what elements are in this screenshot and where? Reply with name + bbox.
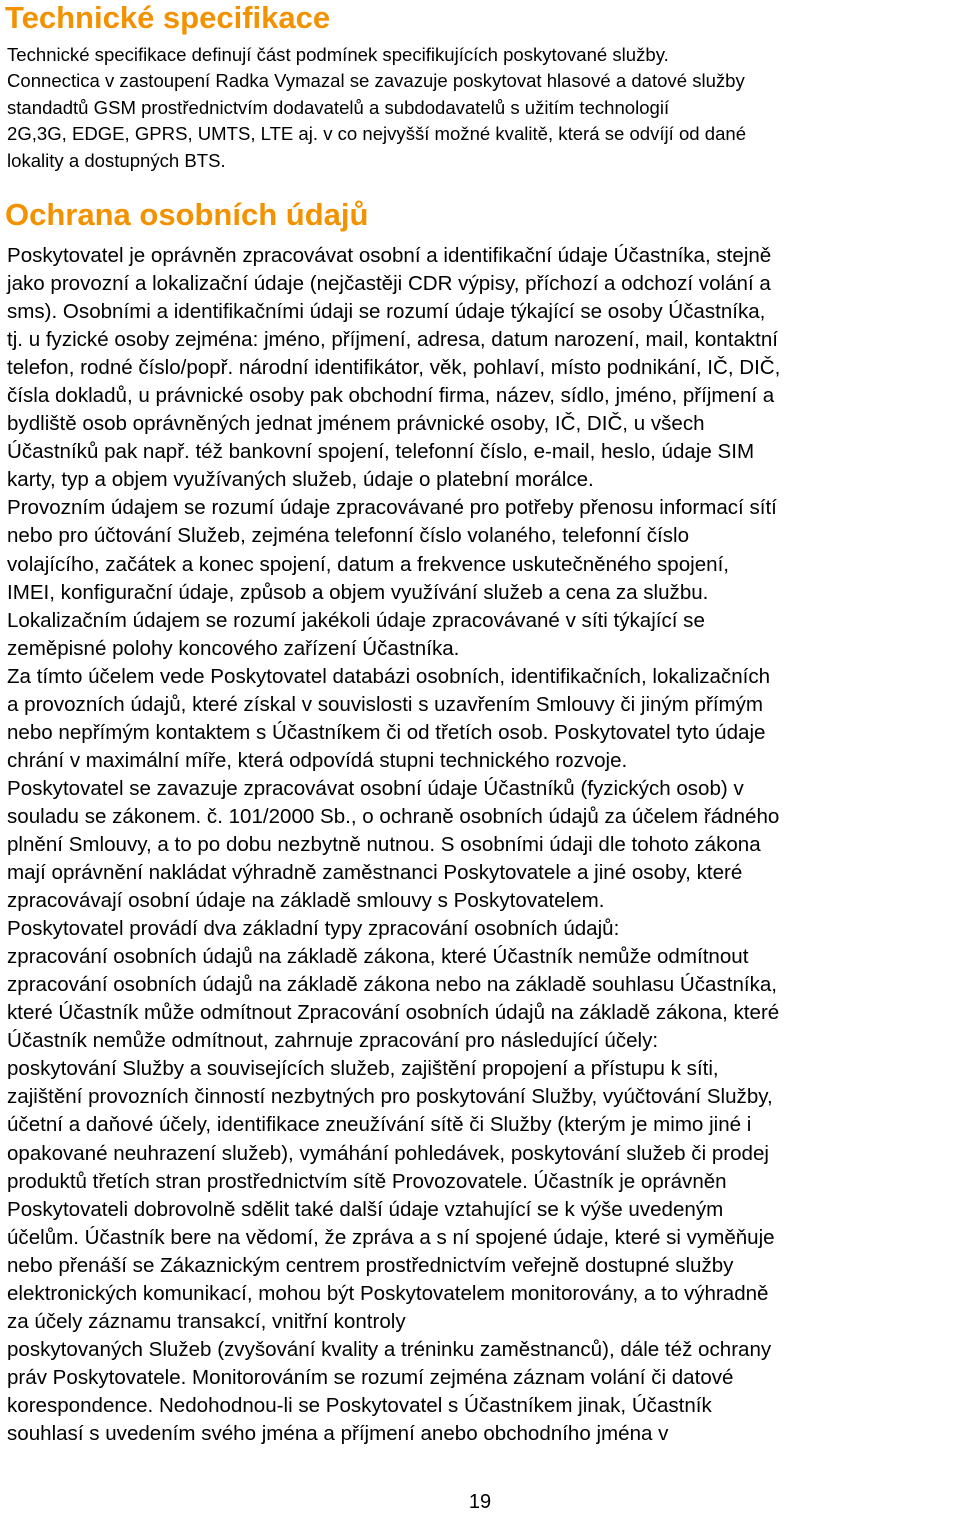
text-line: mají oprávnění nakládat výhradně zaměstnanci Poskytovatele a jiné osoby, které — [7, 861, 743, 885]
text-line: práv Poskytovatele. Monitorováním se rozumí zejména záznam volání či datové — [7, 1365, 734, 1389]
text-line: Poskytovateli dobrovolně sdělit také další údaje vztahující se k výše uvedeným — [7, 1197, 724, 1221]
text-line: karty, typ a objem využívaných služeb, údaje o platební morálce. — [7, 468, 594, 492]
text-line: lokality a dostupných BTS. — [7, 149, 226, 171]
text-line: které Účastník může odmítnout Zpracování osobních údajů na základě zákona, které — [7, 1001, 780, 1025]
text-line: Poskytovatel je oprávněn zpracovávat osobní a identifikační údaje Účastníka, stejně — [7, 244, 772, 267]
text-line: Účastníků pak např. též bankovní spojení, telefonní číslo, e-mail, heslo, údaje SIM — [7, 440, 755, 464]
text-line: zpracování osobních údajů na základě zákona nebo na základě souhlasu Účastníka, — [7, 973, 778, 997]
text-line: tj. u fyzické osoby zejména: jméno, příjmení, adresa, datum narození, mail, kontaktní — [7, 328, 779, 352]
text-line: nebo pro účtování Služeb, zejména telefonní číslo volaného, telefonní číslo — [7, 524, 690, 548]
text-line: zajištění provozních činností nezbytných pro poskytování Služby, vyúčtování Služby, — [7, 1085, 773, 1109]
text-line: za účely záznamu transakcí, vnitřní kontroly — [7, 1309, 406, 1333]
text-line: Účastník nemůže odmítnout, zahrnuje zpracování pro následující účely: — [7, 1029, 659, 1053]
text-line: volajícího, začátek a konec spojení, datum a frekvence uskutečněného spojení, — [7, 552, 730, 576]
section-title-technical-specifications: Technické specifikace — [5, 0, 331, 35]
technical-specifications-paragraph — [7, 42, 957, 174]
text-line: Connectica v zastoupení Radka Vymazal se zavazuje poskytovat hlasové a datové služby — [7, 70, 745, 92]
text-line: zpracování osobních údajů na základě zákona, které Účastník nemůže odmítnout — [7, 945, 749, 969]
page-number: 19 — [468, 1491, 492, 1513]
text-line: a provozních údajů, které získal v souvislosti s uzavřením Smlouvy či jiným přímým — [7, 692, 764, 716]
text-line: Provozním údajem se rozumí údaje zpracovávané pro potřeby přenosu informací sítí — [7, 496, 777, 520]
text-line: standadtů GSM prostřednictvím dodavatelů a subdodavatelů s užitím technologií — [7, 96, 670, 118]
text-line: Za tímto účelem vede Poskytovatel databázi osobních, identifikačních, lokalizačních — [7, 664, 771, 688]
text-line: Lokalizačním údajem se rozumí jakékoli údaje zpracovávané v síti týkající se — [7, 608, 705, 632]
text-line: sms). Osobními a identifikačními údaji se rozumí údaje týkající se osoby Účastníka, — [7, 300, 766, 324]
text-line: poskytování Služby a souvisejících služeb, zajištění propojení a přístupu k síti, — [7, 1057, 719, 1081]
text-line: Poskytovatel se zavazuje zpracovávat osobní údaje Účastníků (fyzických osob) v — [7, 776, 744, 800]
section-title-personal-data-protection: Ochrana osobních údajů — [5, 197, 369, 232]
text-line: zeměpisné polohy koncového zařízení Účastníka. — [7, 636, 460, 660]
text-line: poskytovaných Služeb (zvyšování kvality a tréninku zaměstnanců), dále též ochrany — [7, 1337, 772, 1361]
text-line: Poskytovatel provádí dva základní typy zpracování osobních údajů: — [7, 917, 620, 941]
text-line: korespondence. Nedohodnou-li se Poskytovatel s Účastníkem jinak, Účastník — [7, 1393, 712, 1417]
text-line: produktů třetích stran prostřednictvím sítě Provozovatele. Účastník je oprávněn — [7, 1169, 727, 1193]
text-line: zpracovávají osobní údaje na základě smlouvy s Poskytovatelem. — [7, 889, 605, 913]
personal-data-protection-paragraph — [7, 242, 957, 1448]
text-line: chrání v maximální míře, která odpovídá stupni technického rozvoje. — [7, 748, 628, 772]
text-line: 2G,3G, EDGE, GPRS, UMTS, LTE aj. v co nejvyšší možné kvalitě, která se odvíjí od dané — [7, 123, 747, 145]
text-line: účelům. Účastník bere na vědomí, že zpráva a s ní spojené údaje, které si vyměňuje — [7, 1225, 775, 1249]
text-line: elektronických komunikací, mohou být Poskytovatelem monitorovány, a to výhradně — [7, 1281, 769, 1305]
text-line: bydliště osob oprávněných jednat jménem právnické osoby, IČ, DIČ, u všech — [7, 412, 705, 436]
text-line: čísla dokladů, u právnické osoby pak obchodní firma, název, sídlo, jméno, příjmení a — [7, 384, 775, 408]
text-line: nebo přenáší se Zákaznickým centrem prostřednictvím veřejně dostupné služby — [7, 1253, 734, 1277]
text-line: telefon, rodné číslo/popř. národní identifikátor, věk, pohlaví, místo podnikání, IČ, DIČ, — [7, 356, 781, 380]
text-line: nebo nepřímým kontaktem s Účastníkem či od třetích osob. Poskytovatel tyto údaje — [7, 720, 766, 744]
text-line: opakované neuhrazení služeb), vymáhání pohledávek, poskytování služeb či prodej — [7, 1141, 769, 1165]
text-line: Technické specifikace definují část podmínek specifikujících poskytované služby. — [7, 44, 669, 65]
text-line: plnění Smlouvy, a to po dobu nezbytně nutnou. S osobními údaji dle tohoto zákona — [7, 832, 761, 856]
text-line: souladu se zákonem. č. 101/2000 Sb., o ochraně osobních údajů za účelem řádného — [7, 804, 780, 828]
text-line: IMEI, konfigurační údaje, způsob a objem využívání služeb a cena za službu. — [7, 580, 709, 604]
text-line: účetní a daňové účely, identifikace zneužívání sítě či Služby (kterým je mimo jiné i — [7, 1113, 752, 1137]
text-line: souhlasí s uvedením svého jména a příjmení anebo obchodního jména v — [7, 1421, 669, 1445]
text-line: jako provozní a lokalizační údaje (nejčastěji CDR výpisy, příchozí a odchozí volání a — [7, 272, 771, 296]
